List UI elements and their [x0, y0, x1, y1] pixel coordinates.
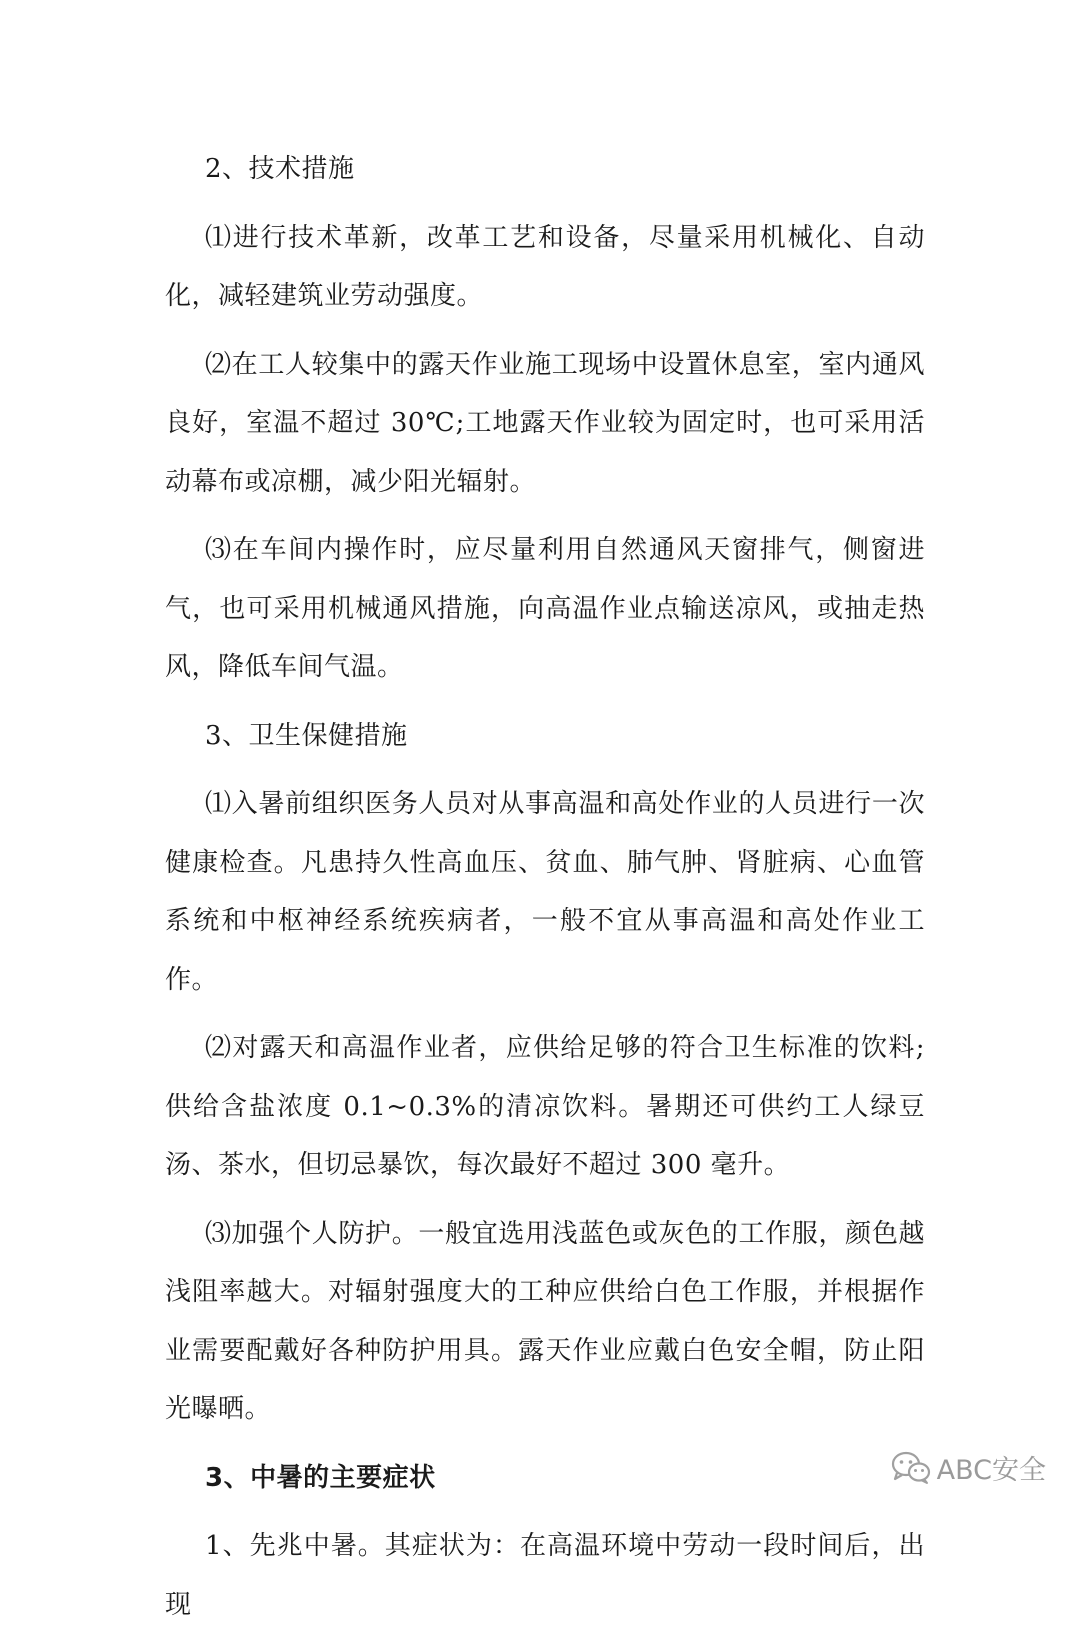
paragraph-technical-1: ⑴进行技术革新，改革工艺和设备，尽量采用机械化、自动化，减轻建筑业劳动强度。: [165, 222, 925, 311]
paragraph-health-3: ⑶加强个人防护。一般宜选用浅蓝色或灰色的工作服，颜色越浅阻率越大。对辐射强度大的工种应供给白色工作服，并根据作业需要配戴好各种防护用具。露天作业应戴白色安全帽，防止阳光曝晒。: [165, 1218, 925, 1424]
watermark: [891, 1448, 1046, 1487]
wechat-icon: [891, 1451, 931, 1485]
paragraph-technical-2: ⑵在工人较集中的露天作业施工现场中设置休息室，室内通风良好，室温不超过 30℃;工地露天作业较为固定时，也可采用活动幕布或凉棚，减少阳光辐射。: [165, 349, 925, 497]
paragraph-health-1: ⑴入暑前组织医务人员对从事高温和高处作业的人员进行一次健康检查。凡患持久性高血压、贫血、肺气肿、肾脏病、心血管系统和中枢神经系统疾病者，一般不宜从事高温和高处作业工作。: [165, 789, 925, 995]
paragraph-technical-3: ⑶在车间内操作时，应尽量利用自然通风天窗排气，侧窗进气，也可采用机械通风措施，向高温作业点输送凉风，或抽走热风，降低车间气温。: [165, 535, 925, 682]
section-heading-technical-measures: 2、技术措施: [205, 154, 355, 184]
section-heading-heatstroke-symptoms: 3、中暑的主要症状: [205, 1462, 436, 1493]
watermark-text: ABC安全: [936, 1455, 1046, 1486]
section-heading-health-measures: 3、卫生保健措施: [205, 720, 408, 751]
paragraph-health-2: ⑵对露天和高温作业者，应供给足够的符合卫生标准的饮料;供给含盐浓度 0.1~0.3%的清凉饮料。暑期还可供约工人绿豆汤、茶水，但切忌暴饮，每次最好不超过 300 毫升。: [165, 1033, 925, 1180]
paragraph-symptom-1: 1、先兆中暑。其症状为：在高温环境中劳动一段时间后，出现: [165, 1531, 925, 1620]
document-page: [165, 140, 925, 1634]
